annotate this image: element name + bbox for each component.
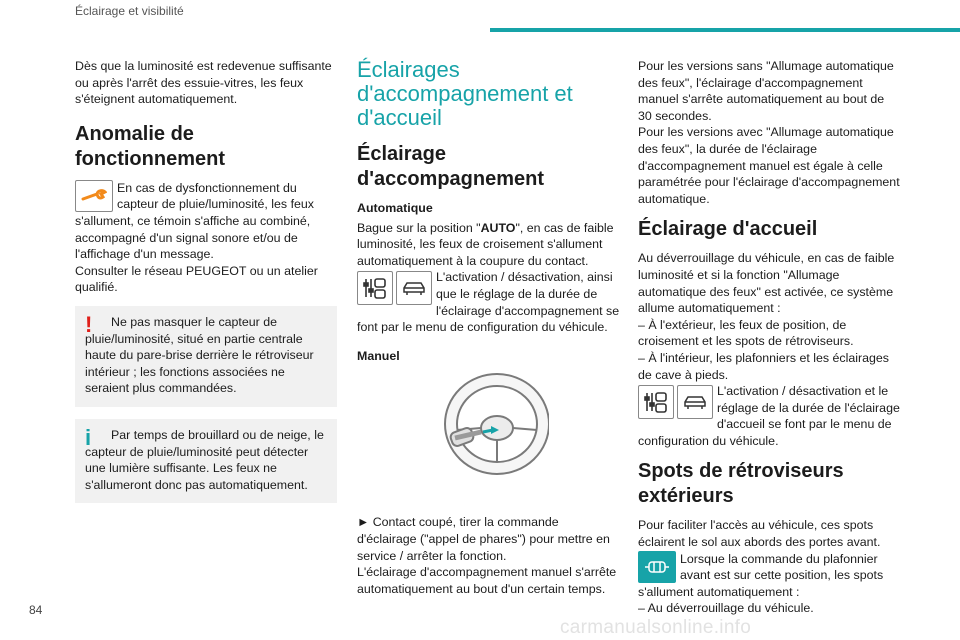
automatic-heading: Automatique [357, 201, 433, 215]
activation-text: L'activation / désactivation, ainsi que le réglage de la durée de l'éclairage d'accompagnement se font par le menu de configuration du véhicule. [357, 270, 620, 335]
mirror-spots-text: Pour faciliter l'accès au véhicule, ces spots éclairent le sol aux abords des portes avant. [638, 518, 881, 550]
wrench-warning-icon [75, 180, 113, 212]
info-icon: i [85, 424, 92, 450]
column-2 [357, 58, 621, 597]
settings-menu-icon [638, 385, 674, 419]
steering-wheel-illustration [357, 372, 621, 504]
column-3 [638, 58, 900, 617]
running-header: Éclairage et visibilité [75, 4, 184, 18]
automatic-text: Bague sur la position "AUTO", en cas de faible luminosité, les feux de croisement s'allument automatiquement à la coupure du contact. [357, 220, 614, 268]
info-note: i Par temps de brouillard ou de neige, le capteur de pluie/luminosité peut détecter une lumière suffisante. Les feux ne s'allumeront donc pas automatiquement. [75, 419, 337, 503]
with-auto-text: Pour les versions avec "Allumage automatique des feux", la durée de l'éclairage d'accompagnement manuel est égale à celle paramétrée pour l'éclairage d'accompagnement automatique. [638, 125, 900, 206]
manual-heading: Manuel [357, 348, 400, 363]
header-accent-bar [490, 28, 960, 32]
anomaly-text-2: Consulter le réseau PEUGEOT ou un atelier qualifié. [75, 263, 318, 295]
mirror-item-unlock: – Au déverrouillage du véhicule. [638, 601, 814, 616]
page-number: 84 [29, 603, 43, 617]
follow-me-heading: Éclairage d'accompagnement [357, 143, 545, 190]
without-auto-text: Pour les versions sans "Allumage automatique des feux", l'éclairage d'accompagnement manuel s'arrête automatiquement au bout de 30 secondes. [638, 59, 894, 123]
mirror-switch-text: Lorsque la commande du plafonnier avant est sur cette position, les spots s'allument automatiquement : [638, 551, 884, 599]
main-section-title: Éclairages d'accompagnement et d'accueil [357, 57, 573, 130]
settings-menu-icon [357, 271, 393, 305]
watermark: carmanualsonline.info [560, 617, 752, 638]
vehicle-icon [677, 385, 713, 419]
welcome-item-exterior: – À l'extérieur, les feux de position, de croisement et les spots de rétroviseurs. [638, 317, 854, 349]
welcome-activation-text: L'activation / désactivation et le réglage de la durée de l'éclairage d'accueil se font par le menu de configuration du véhicule. [638, 384, 900, 448]
welcome-text: Au déverrouillage du véhicule, en cas de faible luminosité et si la fonction "Allumage automatique des feux" est activée, ce système allume automatiquement : [638, 251, 895, 316]
ceiling-light-icon [638, 551, 676, 583]
manual-step: ► Contact coupé, tirer la commande d'éclairage ("appel de phares") pour mettre en service / arrêter la fonction. [357, 515, 610, 563]
vehicle-icon [396, 271, 432, 305]
welcome-item-interior: – À l'intérieur, les plafonniers et les éclairages de cave à pieds. [638, 350, 890, 382]
exclamation-icon: ! [85, 311, 93, 337]
intro-text: Dès que la luminosité est redevenue suffisante ou après l'arrêt des essuie-vitres, les feux s'éteignent automatiquement. [75, 59, 332, 107]
anomaly-text: En cas de dysfonctionnement du capteur de pluie/luminosité, les feux s'allument, ce témoin s'affiche au combiné, accompagné d'un signal sonore et/ou de l'affichage d'un message. [75, 180, 314, 262]
column-1 [75, 58, 337, 515]
mirror-spots-heading: Spots de rétroviseurs extérieurs [638, 460, 844, 508]
welcome-lighting-heading: Éclairage d'accueil [638, 218, 818, 241]
warning-note: ! Ne pas masquer le capteur de pluie/luminosité, situé en partie centrale haute du pare-brise derrière le rétroviseur intérieur ; les fonctions associées ne seraient plus commandées. [75, 306, 337, 407]
manual-text: L'éclairage d'accompagnement manuel s'arrête automatiquement au bout d'un certain temps. [357, 565, 617, 596]
anomaly-heading: Anomalie de fonctionnement [75, 122, 225, 170]
